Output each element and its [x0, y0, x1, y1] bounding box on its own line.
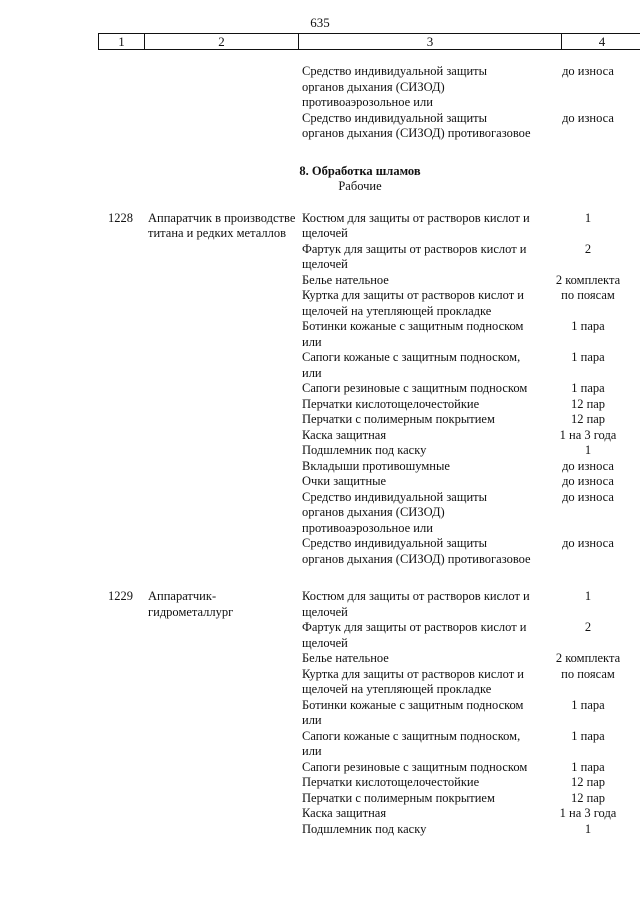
- item-row: [0, 698, 640, 729]
- item-quantity: 1 на 3 года: [559, 806, 617, 820]
- item-name: Средство индивидуальной защиты органов дыхания (СИЗОД) противогазовое: [302, 110, 531, 140]
- item-quantity: до износа: [562, 110, 614, 125]
- item-name: Каска защитная: [302, 806, 387, 820]
- item-name: Фартук для защиты от растворов кислот и щелочей: [302, 241, 527, 271]
- item-row: [0, 319, 640, 350]
- item-row: [0, 651, 640, 667]
- item-name: Очки защитные: [302, 474, 387, 488]
- item-quantity: 1: [584, 443, 592, 457]
- profession-number: 1229: [108, 589, 133, 603]
- item-name: Белье нательное: [302, 651, 389, 665]
- item-quantity: до износа: [562, 64, 614, 78]
- item-row: [0, 211, 640, 242]
- item-quantity: 12 пар: [570, 412, 606, 426]
- column-header-row: [98, 33, 640, 50]
- item-name: Костюм для защиты от растворов кислот и щелочей: [302, 589, 530, 619]
- profession-group: [0, 589, 640, 837]
- item-row: [0, 729, 640, 760]
- item-row: [0, 822, 640, 838]
- item-name: Средство индивидуальной защиты органов дыхания (СИЗОД) противоаэрозольное или: [302, 64, 488, 109]
- item-row: [0, 111, 640, 142]
- item-name: Куртка для защиты от растворов кислот и щелочей на утепляющей прокладке: [302, 666, 524, 696]
- item-name: Средство индивидуальной защиты органов дыхания (СИЗОД) противоаэрозольное или: [302, 489, 488, 535]
- item-row: [0, 536, 640, 567]
- item-quantity: 2 комплекта: [555, 651, 621, 665]
- item-quantity: 12 пар: [570, 396, 606, 411]
- item-name: Ботинки кожаные с защитным подноском или: [302, 319, 524, 349]
- item-quantity: 12 пар: [570, 775, 606, 789]
- item-name: Каска защитная: [302, 427, 387, 442]
- item-name: Перчатки с полимерным покрытием: [302, 790, 495, 805]
- item-quantity: 1 пара: [571, 381, 605, 395]
- column-header-3: 3: [299, 34, 562, 49]
- item-name: Фартук для защиты от растворов кислот и щелочей: [302, 620, 527, 650]
- item-name: Перчатки с полимерным покрытием: [302, 412, 495, 426]
- item-quantity: до износа: [562, 458, 614, 473]
- item-name: Костюм для защиты от растворов кислот и щелочей: [302, 210, 530, 240]
- item-name: Сапоги резиновые с защитным подноском: [302, 381, 528, 395]
- column-header-2: 2: [145, 34, 299, 49]
- item-name: Ботинки кожаные с защитным подноском или: [302, 697, 524, 727]
- column-header-1: 1: [99, 34, 145, 49]
- item-name: Сапоги кожаные с защитным подноском, или: [302, 350, 521, 380]
- item-row: [0, 620, 640, 651]
- item-row: [0, 64, 640, 111]
- section-subtitle: Рабочие: [338, 179, 382, 193]
- item-name: Куртка для защиты от растворов кислот и щелочей на утепляющей прокладке: [302, 288, 524, 318]
- profession-group: [0, 211, 640, 568]
- item-quantity: 1 пара: [571, 319, 605, 333]
- item-quantity: 1: [584, 821, 592, 836]
- item-row: [0, 412, 640, 428]
- item-quantity: до износа: [562, 489, 614, 504]
- item-name: Подшлемник под каску: [302, 443, 427, 457]
- item-row: [0, 443, 640, 459]
- item-name: Сапоги кожаные с защитным подноском, или: [302, 728, 521, 758]
- item-quantity: 12 пар: [570, 790, 606, 805]
- item-name: Средство индивидуальной защиты органов дыхания (СИЗОД) противогазовое: [302, 536, 531, 566]
- item-quantity: 2: [584, 241, 592, 256]
- profession-title: Аппаратчик в производстве титана и редких металлов: [148, 210, 296, 240]
- item-quantity: 2: [584, 620, 592, 634]
- item-quantity: 1 пара: [571, 728, 605, 743]
- item-quantity: 1: [584, 589, 592, 603]
- item-quantity: 2 комплекта: [555, 272, 621, 287]
- item-row: [0, 589, 640, 620]
- item-row: [0, 806, 640, 822]
- item-row: [0, 760, 640, 776]
- item-quantity: по поясам: [561, 666, 615, 681]
- item-row: [0, 350, 640, 381]
- item-row: [0, 775, 640, 791]
- item-row: [0, 288, 640, 319]
- item-row: [0, 490, 640, 537]
- item-quantity: 1: [584, 210, 592, 225]
- page-number: 635: [310, 15, 330, 30]
- continued-items: [0, 64, 640, 142]
- item-name: Белье нательное: [302, 272, 389, 287]
- item-name: Вкладыши противошумные: [302, 458, 450, 473]
- item-row: [0, 397, 640, 413]
- item-name: Перчатки кислотощелочестойкие: [302, 775, 480, 789]
- item-row: [0, 428, 640, 444]
- item-quantity: по поясам: [561, 288, 615, 302]
- item-row: [0, 667, 640, 698]
- item-name: Перчатки кислотощелочестойкие: [302, 396, 480, 411]
- item-row: [0, 791, 640, 807]
- item-name: Подшлемник под каску: [302, 821, 427, 836]
- document-body: [0, 64, 640, 837]
- column-header-4: 4: [562, 34, 640, 49]
- item-quantity: до износа: [562, 474, 614, 488]
- profession-title: Аппаратчик-гидрометаллург: [148, 589, 234, 619]
- item-name: Сапоги резиновые с защитным подноском: [302, 759, 528, 774]
- item-row: [0, 242, 640, 273]
- section-title: 8. Обработка шламов: [299, 163, 421, 178]
- profession-groups: [0, 211, 640, 838]
- item-row: [0, 459, 640, 475]
- item-row: [0, 273, 640, 289]
- item-quantity: до износа: [562, 536, 614, 550]
- item-quantity: 1 пара: [571, 697, 605, 712]
- item-quantity: 1 пара: [571, 759, 605, 774]
- item-row: [0, 474, 640, 490]
- item-quantity: 1 пара: [571, 350, 605, 364]
- profession-number: 1228: [108, 210, 133, 225]
- item-row: [0, 381, 640, 397]
- item-quantity: 1 на 3 года: [559, 427, 617, 442]
